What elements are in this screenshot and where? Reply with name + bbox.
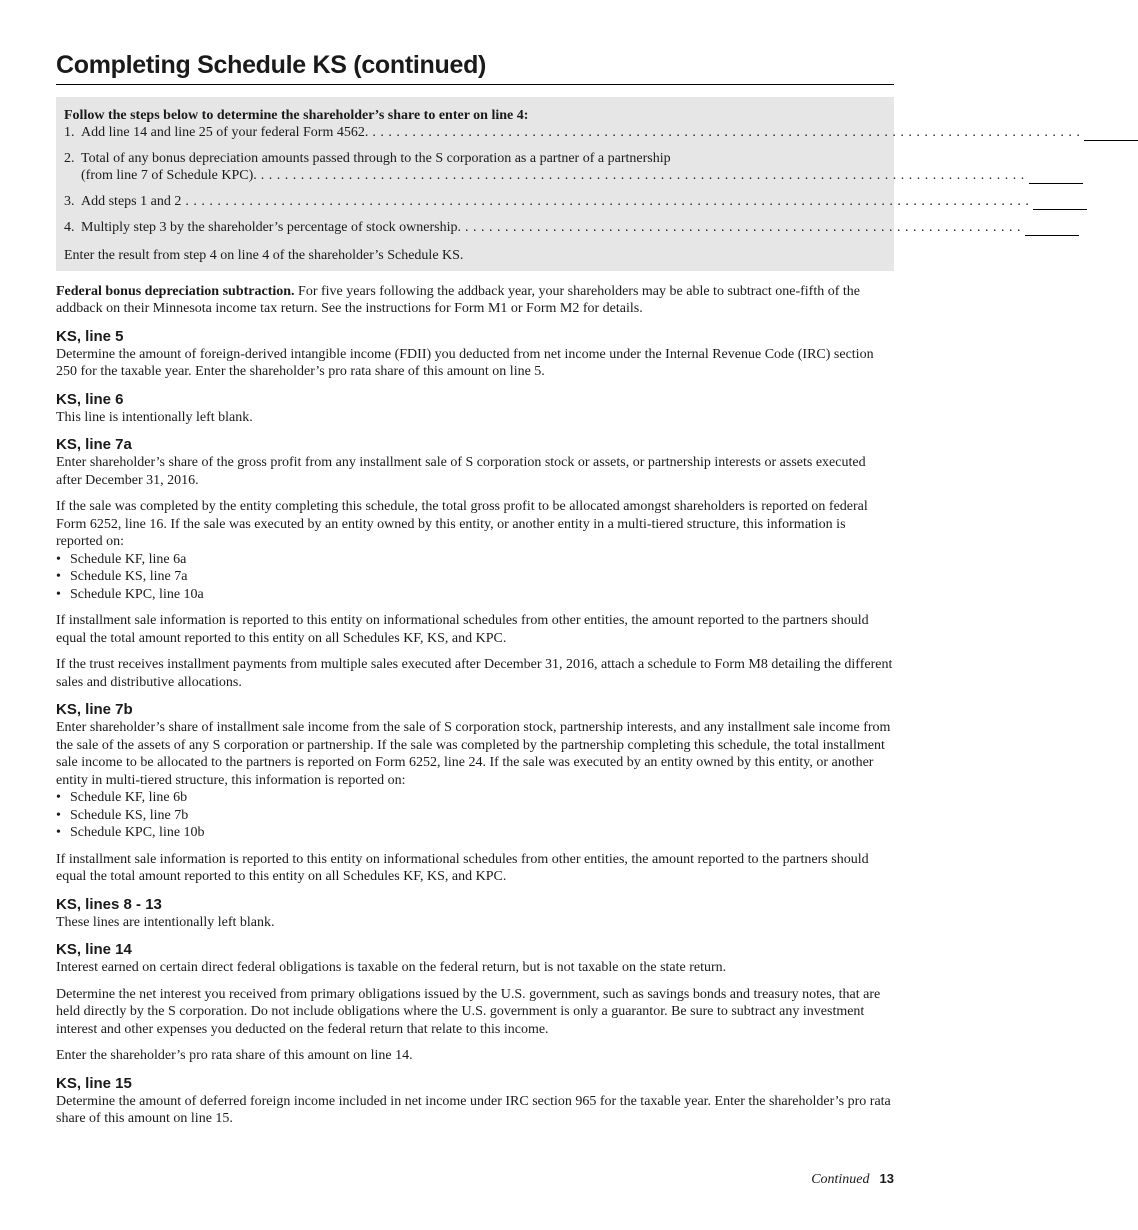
heading-line-14: KS, line 14 [56, 941, 132, 958]
page-footer [811, 1170, 894, 1189]
step-number: 4. [64, 220, 75, 235]
line-6-paragraph: This line is intentionally left blank. [56, 409, 253, 425]
line-14-paragraph-3: Enter the shareholder’s pro rata share of this amount on line 14. [56, 1048, 413, 1063]
list-item: • Schedule KPC, line 10b [56, 824, 894, 842]
step-1-answer-line [1084, 126, 1138, 141]
line-7a-paragraph-2: If the sale was completed by the entity completing this schedule, the total gross profit to be allocated amongst shareholders is reported on federal Form 6252, line 16. If the sale was executed by an entity owned by this entity, or another entity in a multi-tiered structure, this information is reported on: [56, 499, 868, 549]
bonus-depreciation-text: For five years following the addback year, your shareholders may be able to subtract one-fifth of the addback on their Minnesota income tax return. See the instructions for Form M1 or Form M2 for details. [56, 283, 860, 316]
step-text-continued: (from line 7 of Schedule KPC). [81, 168, 257, 183]
leader-dots: . . . . . . . . . . . . . . . . . . . . . . . . . . . . . . . . . . . . . . . . . . . . . . . . . . . . . . . . . . . . . . . . . . . . . . [460, 220, 1021, 235]
step-text: Multiply step 3 by the shareholder’s percentage of stock ownership. [81, 220, 461, 235]
step-number: 3. [64, 194, 75, 209]
lines-8-13-paragraph: These lines are intentionally left blank. [56, 914, 275, 930]
list-item: • Schedule KS, line 7a [56, 568, 894, 586]
step-text: Add steps 1 and 2 [81, 194, 182, 209]
page-number: 13 [879, 1171, 894, 1186]
line-7a-paragraph-3: If installment sale information is reported to this entity on informational schedules from other entities, the amount reported to the partners should equal the total amount reported to this entity on all Schedules KF, KS, and KPC. [56, 613, 869, 646]
line-14-paragraph-1: Interest earned on certain direct federal obligations is taxable on the federal return, but is not taxable on the state return. [56, 960, 727, 975]
step-1 [64, 124, 1081, 141]
line-15-paragraph: Determine the amount of deferred foreign income included in net income under IRC section 965 for the taxable year. Enter the shareholder’s pro rata share of this amount on line 15. [56, 1093, 891, 1126]
list-item: • Schedule KF, line 6a [56, 551, 894, 569]
line-7b-paragraph-1: Enter shareholder’s share of installment sale income from the sale of S corporation stock, partnership interests, and any installment sale income from the sale of the assets of any S corporation or partnership. If the sale was completed by the partnership completing this schedule, the total installment sale income to be allocated to the partners is reported on Form 6252, line 24. If the sale was executed by an entity owned by this entity, or another entity in multi-tiered structure, this information is reported on: [56, 720, 891, 788]
line-7a-paragraph-1: Enter shareholder’s share of the gross profit from any installment sale of S corporation stock or assets, or partnership interests or assets executed after December 31, 2016. [56, 455, 866, 488]
line-7b-bullet-list [56, 789, 894, 842]
steps-intro: Follow the steps below to determine the shareholder’s share to enter on line 4: [64, 108, 529, 123]
line-5-paragraph: Determine the amount of foreign-derived intangible income (FDII) you deducted from net income under the Internal Revenue Code (IRC) section 250 for the taxable year. Enter the shareholder’s pro rata share of this amount on line 5. [56, 346, 874, 379]
step-2-answer-line [1029, 169, 1083, 184]
step-3 [64, 193, 1030, 210]
step-number: 2. [64, 151, 75, 166]
steps-final-instruction: Enter the result from step 4 on line 4 of the shareholder’s Schedule KS. [64, 248, 464, 263]
bonus-depreciation-paragraph [56, 283, 894, 318]
step-4 [64, 219, 1021, 236]
bonus-depreciation-lead: Federal bonus depreciation subtraction. [56, 283, 295, 299]
line-14-paragraph-2: Determine the net interest you received from primary obligations issued by the U.S. government, such as savings bonds and treasury notes, that are held directly by the S corporation. Do not include obligations where the U.S. government is only a guarantor. Be sure to subtract any investment interest and other expenses you deducted on the federal return that relate to this income. [56, 986, 881, 1037]
step-text: Add line 14 and line 25 of your federal Form 4562. [81, 125, 369, 140]
page [56, 0, 1081, 1128]
heading-line-7a: KS, line 7a [56, 436, 132, 453]
heading-line-7b: KS, line 7b [56, 701, 133, 718]
heading-line-6: KS, line 6 [56, 390, 124, 408]
heading-line-5: KS, line 5 [56, 327, 124, 345]
step-3-answer-line [1033, 195, 1087, 210]
leader-dots: . . . . . . . . . . . . . . . . . . . . . . . . . . . . . . . . . . . . . . . . . . . . . . . . . . . . . . . . . . . . . . . . . . . . . . . . . . . . . . . . . . . . . . . . . . . . . . . . . . . . . . . . . . [181, 194, 1030, 209]
step-4-answer-line [1025, 221, 1079, 236]
line-7a-bullet-list [56, 551, 894, 604]
heading-lines-8-13: KS, lines 8 - 13 [56, 895, 162, 913]
heading-line-15: KS, line 15 [56, 1074, 132, 1092]
page-title: Completing Schedule KS (continued) [56, 50, 894, 85]
leader-dots: . . . . . . . . . . . . . . . . . . . . . . . . . . . . . . . . . . . . . . . . . . . . . . . . . . . . . . . . . . . . . . . . . . . . . . . . . . . . . . . . . . . . . . . . . . . . . . . . [256, 168, 1025, 183]
list-item: • Schedule KS, line 7b [56, 807, 894, 825]
list-item: • Schedule KPC, line 10a [56, 586, 894, 604]
line-7a-paragraph-4: If the trust receives installment payments from multiple sales executed after December 31, 2016, attach a schedule to Form M8 detailing the different sales and distributive allocations. [56, 657, 893, 690]
line-7b-paragraph-2: If installment sale information is reported to this entity on informational schedules from other entities, the amount reported to the partners should equal the total amount reported to this entity on all Schedules KF, KS, and KPC. [56, 851, 869, 884]
list-item: • Schedule KF, line 6b [56, 789, 894, 807]
leader-dots: . . . . . . . . . . . . . . . . . . . . . . . . . . . . . . . . . . . . . . . . . . . . . . . . . . . . . . . . . . . . . . . . . . . . . . . . . . . . . . . . . . . . . . . . . [368, 125, 1081, 140]
step-number: 1. [64, 125, 75, 140]
steps-box [56, 97, 1081, 271]
step-2 [64, 150, 1025, 184]
continued-label: Continued [811, 1172, 870, 1187]
step-text: Total of any bonus depreciation amounts passed through to the S corporation as a partner of a partnership [81, 151, 671, 166]
